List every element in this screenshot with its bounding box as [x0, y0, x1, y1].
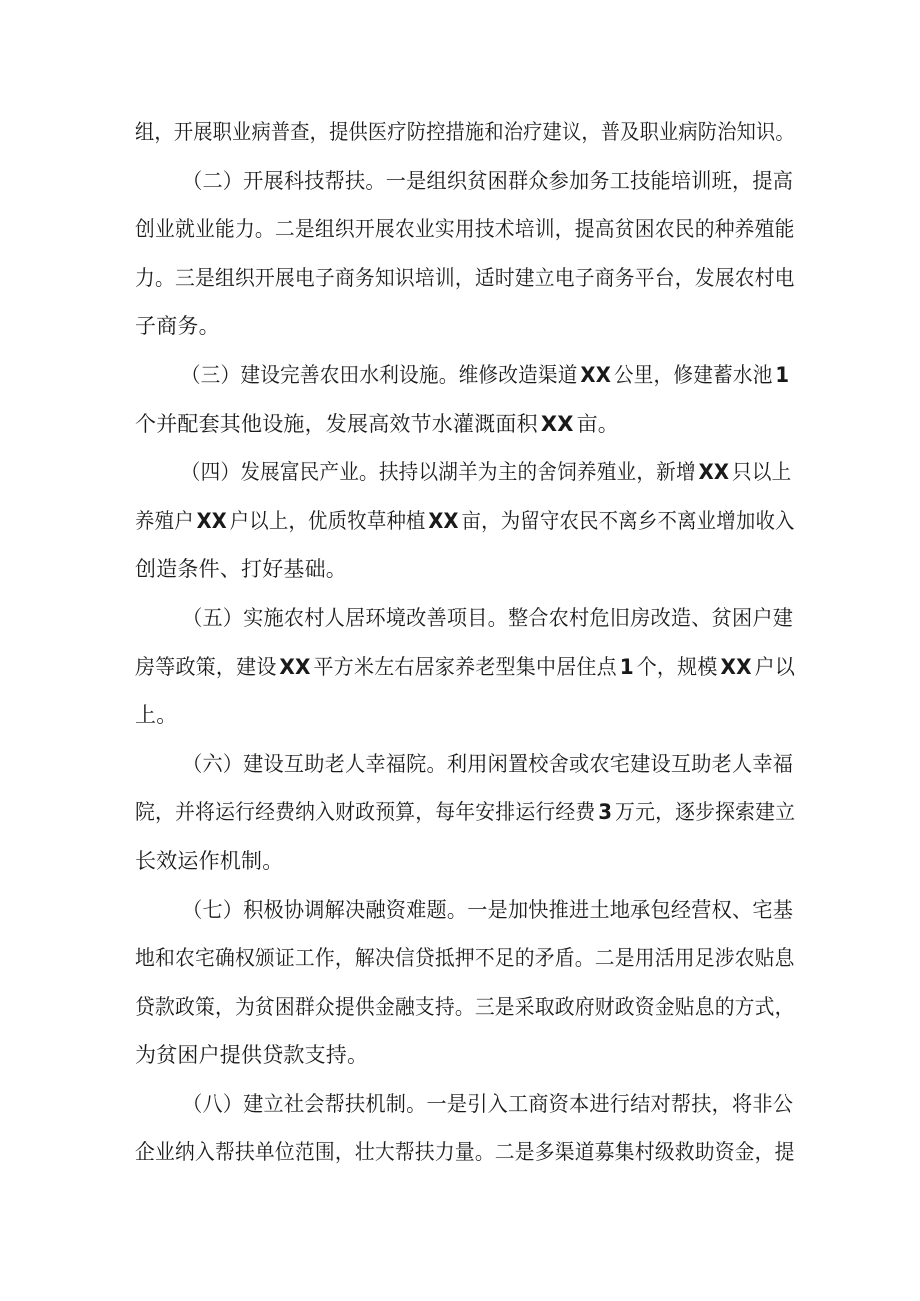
- text-segment: 贷款政策，为贫困群众提供金融支持。三是采取政府财政资金贴息的方式，: [135, 994, 795, 1019]
- text-segment: 个，规模: [636, 654, 718, 679]
- text-segment: 户以: [754, 654, 796, 679]
- text-segment: 创造条件、打好基础。: [135, 557, 347, 582]
- text-line: [135, 837, 795, 886]
- text-line: [135, 691, 795, 740]
- text-line: [135, 108, 795, 157]
- number-token: 1: [619, 654, 634, 679]
- text-line: [135, 205, 795, 254]
- text-segment: 为贫困户提供贷款支持。: [135, 1043, 369, 1068]
- text-line: [135, 740, 794, 789]
- text-segment: 亩。: [576, 411, 620, 436]
- text-segment: 养殖户: [135, 508, 194, 533]
- number-token: 1: [775, 362, 790, 387]
- text-segment: （八）建立社会帮扶机制。一是引入工商资本进行结对帮扶，将非公: [182, 1091, 794, 1116]
- text-line: [135, 1031, 795, 1080]
- text-line: [135, 1128, 795, 1177]
- text-segment: 组，开展职业病普查，提供医疗防控措施和治疗建议，普及职业病防治知识。: [135, 120, 795, 144]
- text-line: [135, 254, 795, 303]
- text-line: [135, 594, 794, 643]
- number-token: XX: [720, 654, 752, 679]
- text-line: [135, 351, 790, 400]
- text-segment: 只以上: [732, 460, 792, 485]
- text-segment: 地和农宅确权颁证工作，解决信贷抵押不足的矛盾。二是用活用足涉农贴息: [135, 946, 795, 971]
- text-segment: 个并配套其他设施，发展高效节水灌溉面积: [135, 411, 538, 436]
- text-segment: （七）积极协调解决融资难题。一是加快推进土地承包经营权、宅基: [182, 897, 794, 922]
- number-token: XX: [196, 508, 227, 533]
- text-segment: 子商务。: [135, 314, 220, 339]
- text-segment: （二）开展科技帮扶。一是组织贫困群众参加务工技能培训班，提高: [182, 168, 794, 193]
- text-line: [135, 983, 795, 1032]
- text-segment: 平方米左右居家养老型集中居住点: [313, 654, 617, 679]
- number-token: XX: [428, 508, 459, 533]
- text-line: [135, 886, 794, 935]
- number-token: 3: [598, 800, 613, 825]
- text-line: [135, 157, 794, 206]
- number-token: XX: [540, 411, 574, 436]
- text-segment: 长效运作机制。: [135, 848, 284, 873]
- text-segment: 公里，修建蓄水池: [613, 362, 773, 387]
- text-segment: （六）建设互助老人幸福院。利用闲置校舍或农宅建设互助老人幸福: [182, 751, 794, 776]
- text-line: [135, 934, 795, 983]
- text-segment: 力。三是组织开展电子商务知识培训，适时建立电子商务平台，发展农村电: [135, 265, 795, 290]
- document-body: [135, 108, 795, 1177]
- text-line: [135, 1080, 794, 1129]
- number-token: XX: [580, 362, 612, 387]
- text-segment: 企业纳入帮扶单位范围，壮大帮扶力量。二是多渠道募集村级救助资金，提: [135, 1140, 795, 1165]
- text-line: [135, 545, 795, 594]
- text-segment: 上。: [135, 703, 178, 728]
- text-segment: （四）发展富民产业。扶持以湖羊为主的舍饲养殖业，新增: [180, 460, 696, 485]
- text-line: [135, 400, 795, 449]
- text-segment: 院，并将运行经费纳入财政预算，每年安排运行经费: [135, 800, 596, 825]
- text-segment: 万元，逐步探索建立: [615, 800, 796, 825]
- text-segment: 户以上，优质牧草种植: [229, 508, 426, 533]
- text-segment: （五）实施农村人居环境改善项目。整合农村危旧房改造、贫困户建: [182, 605, 794, 630]
- text-segment: （三）建设完善农田水利设施。维修改造渠道: [180, 362, 578, 387]
- text-line: [135, 788, 796, 837]
- text-line: [135, 643, 796, 692]
- text-line: [135, 497, 795, 546]
- text-segment: 创业就业能力。二是组织开展农业实用技术培训，提高贫困农民的种养殖能: [135, 217, 795, 242]
- text-line: [135, 448, 792, 497]
- text-segment: 房等政策，建设: [135, 654, 277, 679]
- number-token: XX: [279, 654, 311, 679]
- number-token: XX: [698, 460, 730, 485]
- text-segment: 亩，为留守农民不离乡不离业增加收入: [461, 508, 795, 533]
- text-line: [135, 302, 795, 351]
